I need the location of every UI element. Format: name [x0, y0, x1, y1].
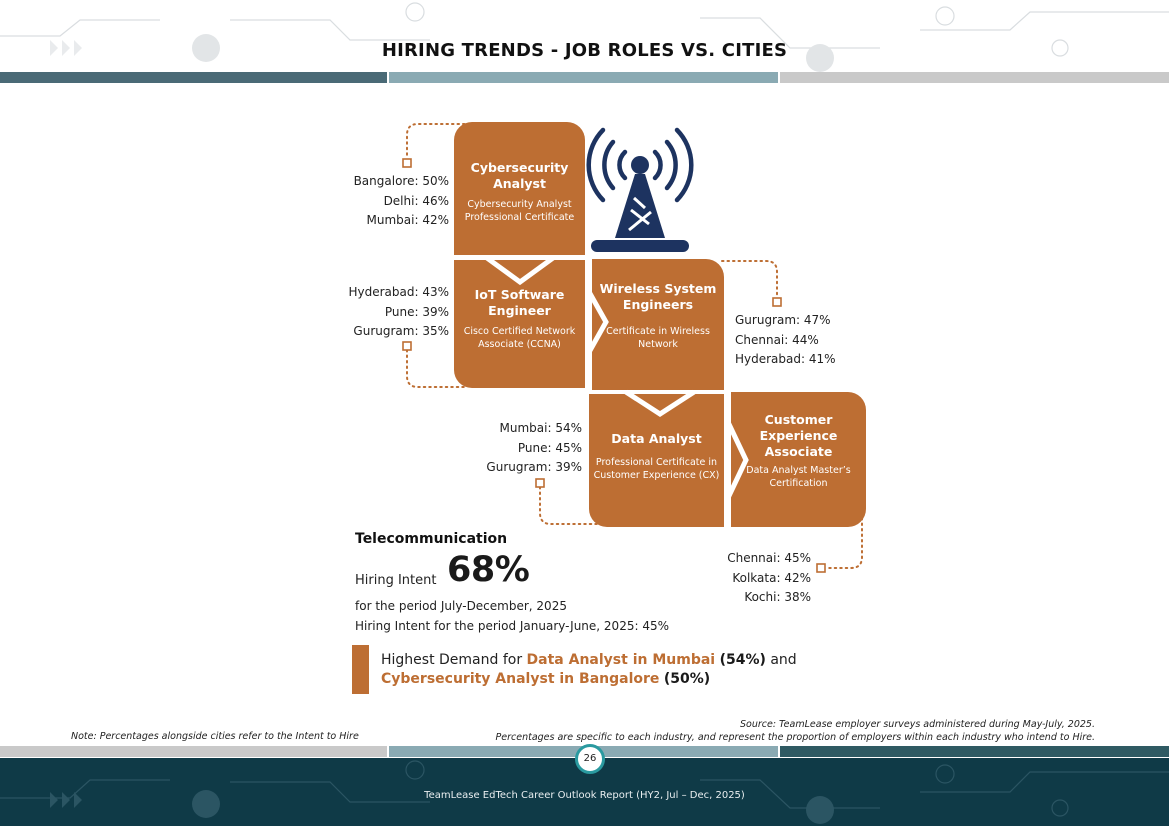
- header-circuit-pattern: [0, 0, 1169, 72]
- demand-percent-1: (54%): [719, 652, 766, 668]
- footer-bar-left: [0, 746, 387, 757]
- city-intent: Pune: 45%: [517, 440, 582, 455]
- role-title: Customer: [764, 412, 833, 427]
- demand-joiner: and: [765, 652, 797, 668]
- city-intent: Bangalore: 50%: [353, 174, 449, 188]
- hiring-intent-value: 68%: [447, 550, 530, 590]
- role-certification: Cisco Certified Network: [463, 326, 576, 337]
- role-certification: Associate (CCNA): [478, 339, 561, 350]
- role-certification: Network: [638, 339, 678, 350]
- footer-bar-right: [780, 746, 1169, 757]
- role-title: Experience: [759, 428, 838, 443]
- role-certification: Cybersecurity Analyst: [467, 199, 572, 210]
- role-certification: Certification: [769, 478, 828, 489]
- role-certification: Certificate in Wireless: [606, 326, 710, 337]
- role-title: Analyst: [493, 176, 546, 191]
- city-intent: Mumbai: 54%: [499, 421, 582, 435]
- role-card-wireless-system-engineers: [592, 259, 724, 390]
- header-bar-middle: [389, 72, 778, 83]
- city-intent: Hyderabad: 43%: [348, 285, 449, 299]
- footer-report-title: TeamLease EdTech Career Outlook Report (HY2, Jul – Dec, 2025): [424, 790, 745, 801]
- role-title: Cybersecurity: [470, 160, 569, 175]
- header-bar-right: [780, 72, 1169, 83]
- role-title: Engineers: [622, 297, 694, 312]
- demand-accent-bar: [352, 645, 369, 694]
- city-intent: Chennai: 45%: [727, 551, 811, 565]
- city-intent: Kochi: 38%: [744, 590, 811, 604]
- header-bar-left: [0, 72, 387, 83]
- demand-role-1: Data Analyst in Mumbai: [526, 652, 716, 668]
- demand-percent-2: (50%): [663, 671, 711, 687]
- city-list-iot-software-engineer: [348, 283, 449, 342]
- page-number: 26: [575, 744, 605, 774]
- city-intent: Gurugram: 39%: [486, 460, 582, 474]
- signal-tower-icon: [585, 120, 695, 260]
- city-list-cybersecurity-analyst: [354, 172, 449, 231]
- demand-prefix: Highest Demand for: [381, 652, 527, 668]
- city-intent: Chennai: 44%: [735, 332, 819, 347]
- role-card-cybersecurity-analyst: [454, 122, 585, 255]
- role-title: Engineer: [488, 303, 551, 318]
- hiring-intent-label: Hiring Intent: [355, 573, 437, 588]
- previous-hiring-intent: Hiring Intent for the period January-June, 2025: 45%: [355, 619, 669, 633]
- highest-demand-callout: [381, 651, 797, 689]
- intent-note: Note: Percentages alongside cities refer to the Intent to Hire: [71, 731, 359, 742]
- source-line: Source: TeamLease employer surveys administered during May-July, 2025.: [740, 719, 1095, 730]
- city-intent: Mumbai: 42%: [366, 213, 449, 227]
- city-intent: Gurugram: 47%: [735, 313, 831, 327]
- city-list-customer-experience-associate: [727, 549, 811, 608]
- city-intent: Delhi: 46%: [383, 193, 449, 208]
- role-card-iot-software-engineer: [454, 260, 585, 388]
- role-certification: Professional Certificate in: [595, 457, 718, 468]
- city-intent: Pune: 39%: [384, 304, 449, 319]
- industry-name: Telecommunication: [355, 531, 508, 547]
- role-title: Associate: [764, 444, 833, 459]
- role-card-data-analyst: [589, 394, 724, 527]
- demand-role-2: Cybersecurity Analyst in Bangalore: [381, 671, 660, 687]
- source-note: [496, 718, 1095, 744]
- page-title: HIRING TRENDS - JOB ROLES VS. CITIES: [381, 40, 788, 61]
- city-intent: Kolkata: 42%: [732, 570, 811, 585]
- role-title: Wireless System: [599, 281, 717, 296]
- city-intent: Hyderabad: 41%: [735, 352, 836, 366]
- city-intent: Gurugram: 35%: [353, 324, 449, 338]
- role-title: Data Analyst: [611, 431, 702, 446]
- role-card-customer-experience-associate: [731, 392, 866, 527]
- city-list-data-analyst: [486, 419, 582, 478]
- role-certification: Professional Certificate: [464, 212, 575, 223]
- source-line: Percentages are specific to each industry, and represent the proportion of employers within each industry who intend to Hire.: [495, 732, 1095, 743]
- city-list-wireless-system-engineers: [735, 311, 836, 370]
- role-title: IoT Software: [474, 287, 565, 302]
- hiring-intent-period: for the period July-December, 2025: [355, 599, 567, 613]
- role-certification: Customer Experience (CX): [593, 470, 720, 481]
- role-certification: Data Analyst Master’s: [746, 465, 851, 476]
